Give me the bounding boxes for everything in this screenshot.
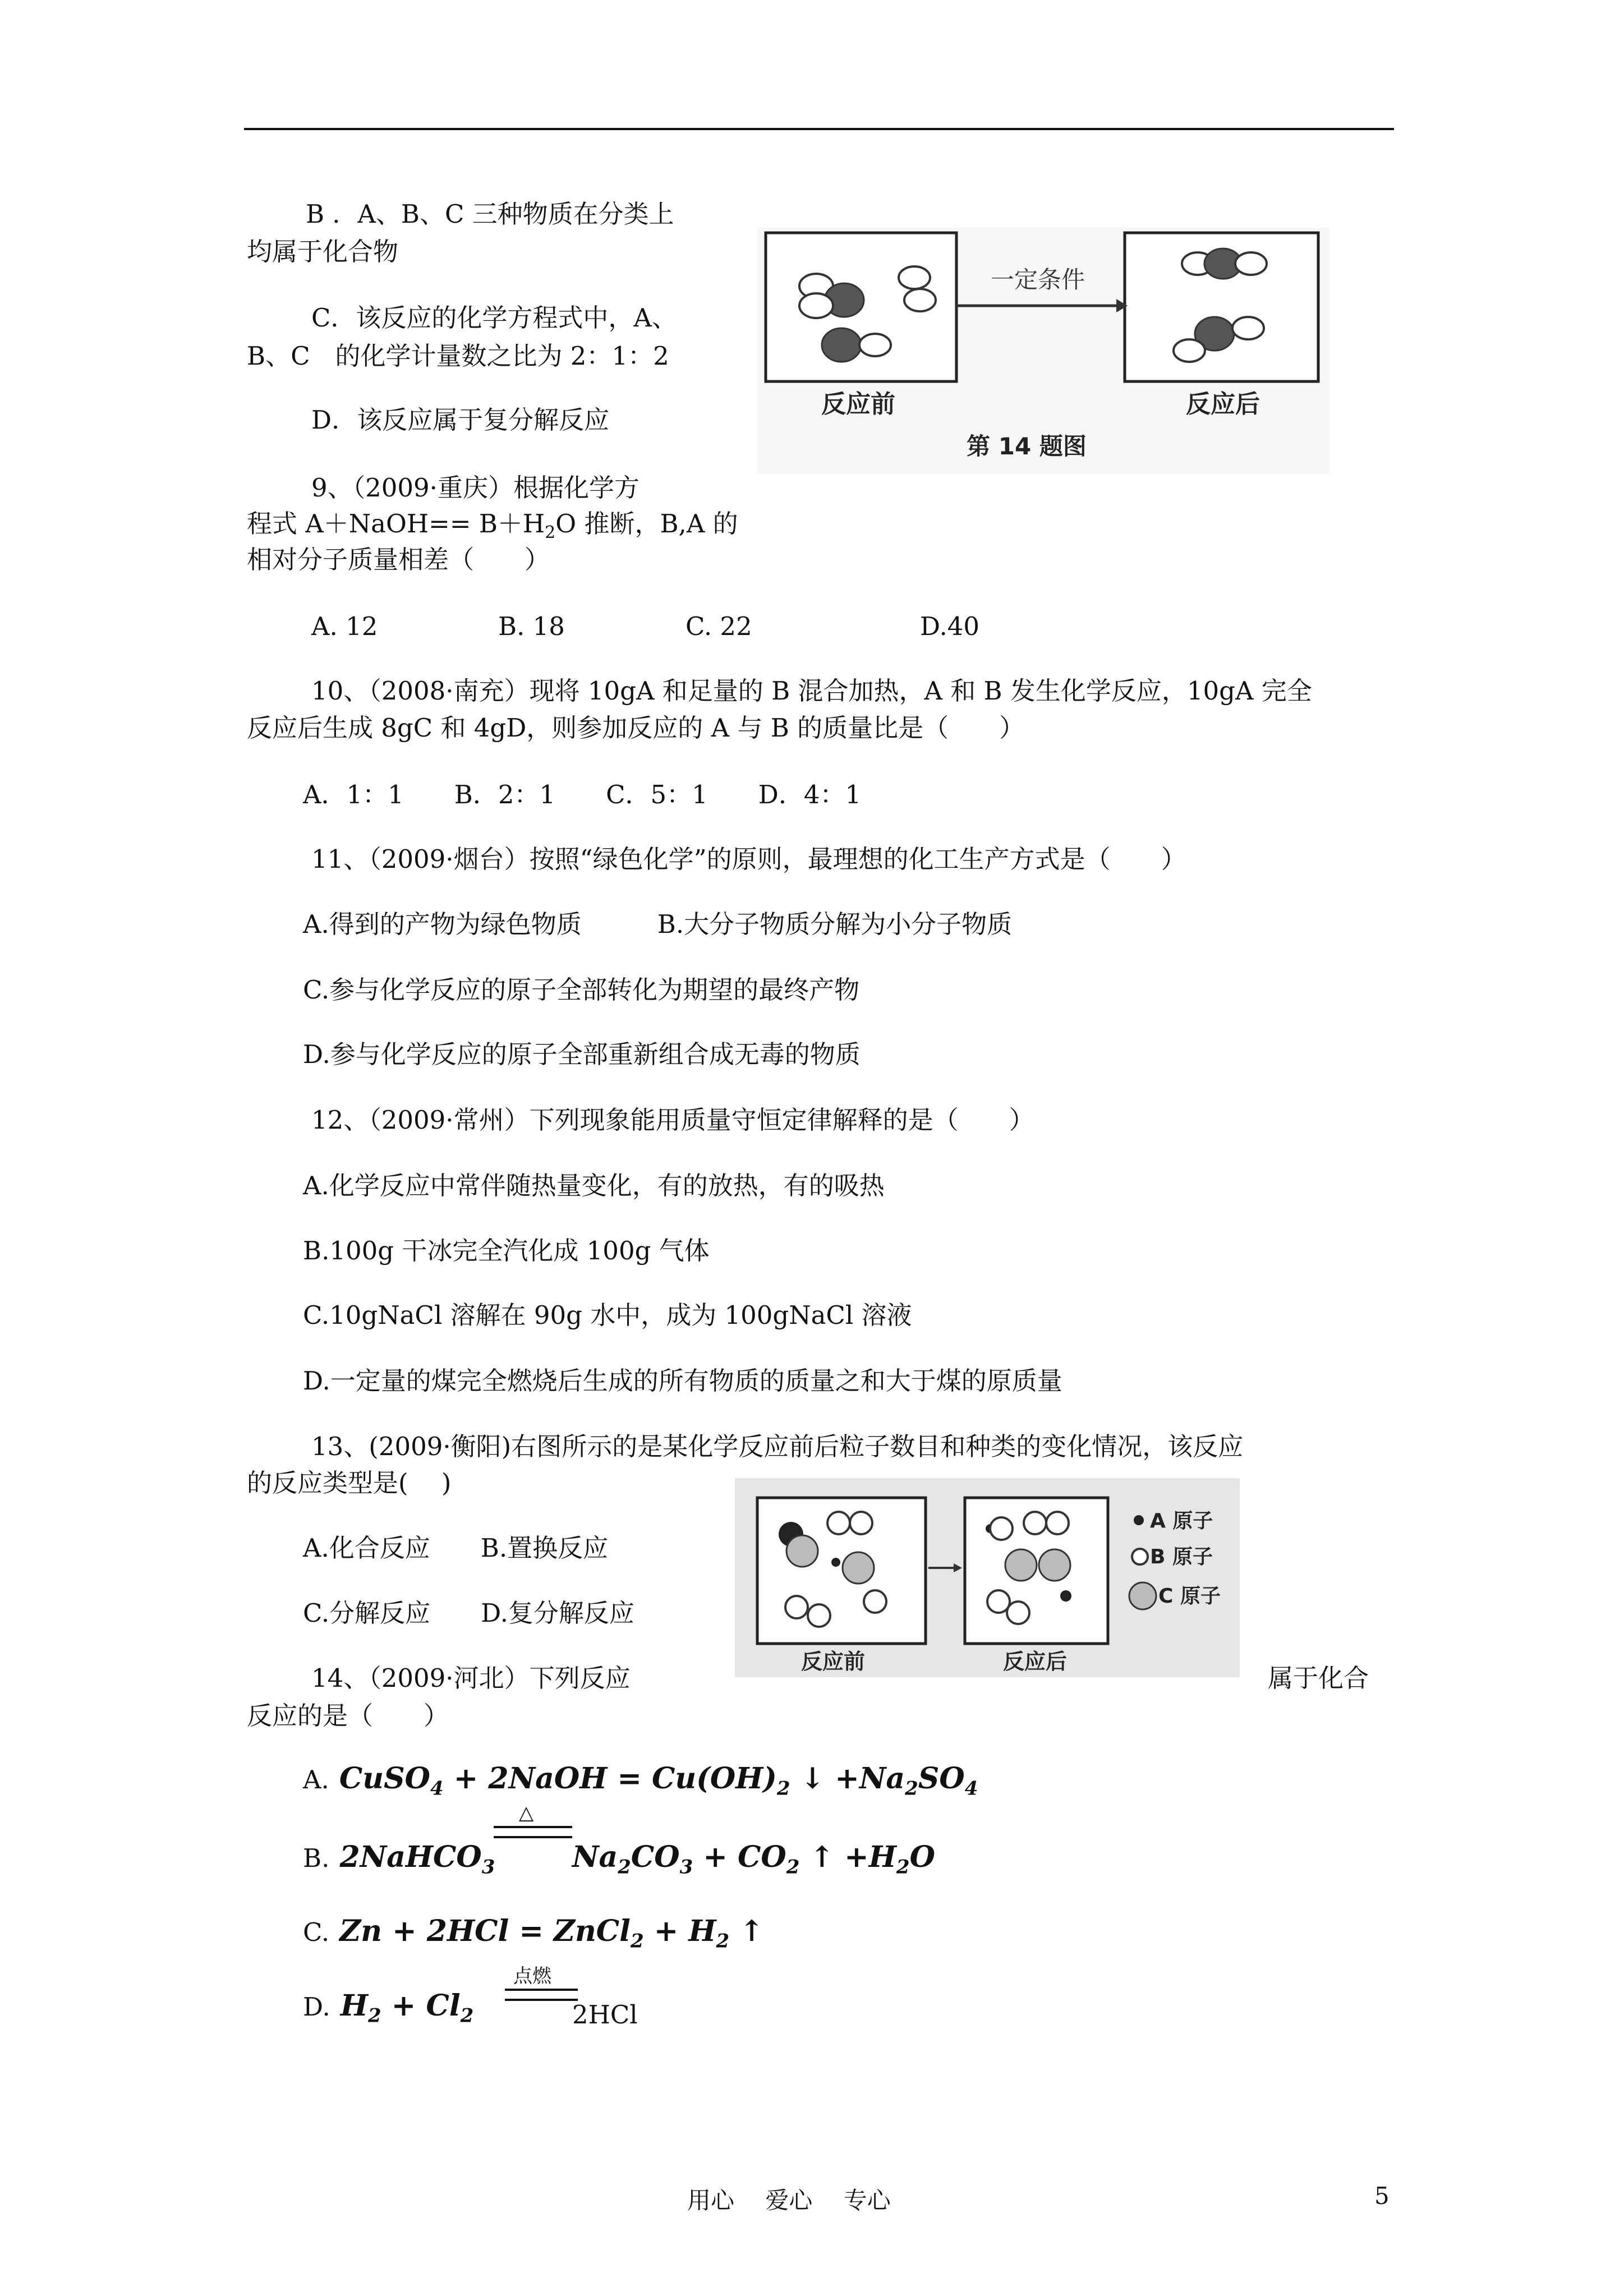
q13-line1: 13、(2009·衡阳)右图所示的是某化学反应前后粒子数目和种类的变化情况，该反应	[311, 1432, 1244, 1461]
legend-c: C 原子	[1158, 1585, 1221, 1608]
q9-option-c: C. 22	[686, 611, 752, 641]
q12-option-a: A.化学反应中常伴随热量变化，有的放热，有的吸热	[303, 1171, 885, 1200]
q10-options: A．1：1 B．2：1 C．5：1 D．4：1	[303, 780, 862, 809]
q9-line3: 相对分子质量相差（ ）	[247, 545, 550, 574]
q14-line2: 反应的是（ ）	[247, 1701, 449, 1731]
header-rule	[244, 128, 1394, 130]
page-number: 5	[1374, 2182, 1390, 2210]
q8-option-d: D．该反应属于复分解反应	[311, 405, 610, 435]
q10-line2: 反应后生成 8gC 和 4gD，则参加反应的 A 与 B 的质量比是（ ）	[247, 713, 1025, 743]
q8-option-b-line2: 均属于化合物	[247, 237, 399, 266]
q14-line1: 14、（2009·河北）下列反应	[311, 1663, 631, 1693]
q9-line2: 程式 A＋NaOH== $B+H_2O$ 推断，B,A 的	[247, 509, 738, 542]
figure-caption: 第 14 题图	[967, 432, 1087, 460]
q8-option-c-line1: C．该反应的化学方程式中，A、	[311, 303, 677, 333]
equation-d-double-bar	[505, 1989, 578, 2001]
q8-option-b-line1: B ．A、B、C 三种物质在分类上	[306, 199, 674, 229]
footer-motto: 用心 爱心 专心	[687, 2187, 891, 2214]
equation-d-product: 2HCl	[572, 2000, 638, 2030]
equation-c: C. Zn + 2HCl = ZnCl$_2$ + $H_2$ ↑	[303, 1914, 764, 1953]
q12-line1: 12、（2009·常州）下列现象能用质量守恒定律解释的是（ ）	[311, 1105, 1034, 1135]
q9-option-a: A. 12	[311, 611, 378, 641]
equation-b-condition: △	[519, 1802, 534, 1824]
q13-line2: 的反应类型是( )	[247, 1468, 452, 1498]
legend-a: A 原子	[1150, 1510, 1213, 1533]
equation-a: A. CuSO$_4$ + 2NaOH = $Cu(OH)_2$ ↓ $+Na_2SO_4$	[303, 1761, 978, 1800]
q9-line1: 9、（2009·重庆）根据化学方	[311, 473, 640, 503]
q12-option-b: B.100g 干冰完全汽化成 100g 气体	[303, 1236, 710, 1266]
equation-b-double-bar	[494, 1826, 572, 1838]
q12-option-d: D.一定量的煤完全燃烧后生成的所有物质的质量之和大于煤的原质量	[303, 1366, 1062, 1396]
q13-options-cd: C.分解反应 D.复分解反应	[303, 1598, 634, 1628]
q11-line1: 11、（2009·烟台）按照“绿色化学”的原则，最理想的化工生产方式是（ ）	[311, 844, 1186, 874]
before-label: 反应前	[801, 1649, 866, 1674]
equation-d-condition: 点燃	[513, 1965, 551, 1987]
q11-option-d: D.参与化学反应的原子全部重新组合成无毒的物质	[303, 1039, 861, 1069]
q8-option-c-line2: B、C 的化学计量数之比为 2：1：2	[247, 341, 669, 371]
figure-q14-diagram	[757, 227, 1329, 474]
q10-line1: 10、（2008·南充）现将 10gA 和足量的 B 混合加热，A 和 B 发生化学反应，10gA 完全	[311, 676, 1312, 706]
after-label: 反应后	[1186, 390, 1260, 418]
before-label: 反应前	[821, 390, 895, 418]
figure-q13-diagram	[735, 1478, 1240, 1677]
equation-d-left: D. $H_2 + Cl_2$	[303, 1989, 474, 2027]
legend-b: B 原子	[1150, 1545, 1213, 1568]
arrow-label: 一定条件	[990, 266, 1085, 293]
q11-options-ab: A.得到的产物为绿色物质 B.大分子物质分解为小分子物质	[303, 909, 1013, 939]
q11-option-c: C.参与化学反应的原子全部转化为期望的最终产物	[303, 975, 860, 1005]
q13-options-ab: A.化合反应 B.置换反应	[303, 1533, 609, 1563]
q9-option-b: B. 18	[498, 611, 565, 641]
after-label: 反应后	[1002, 1649, 1068, 1674]
q14-line1-right: 属于化合	[1268, 1663, 1369, 1693]
equation-b-right: $Na_2CO_3 + CO_2$ ↑ $+H_2O$	[572, 1840, 935, 1879]
equation-b-left: B. 2NaHCO$_3$	[303, 1840, 495, 1879]
q9-option-d: D.40	[920, 611, 980, 641]
q12-option-c: C.10gNaCl 溶解在 90g 水中，成为 100gNaCl 溶液	[303, 1300, 912, 1330]
